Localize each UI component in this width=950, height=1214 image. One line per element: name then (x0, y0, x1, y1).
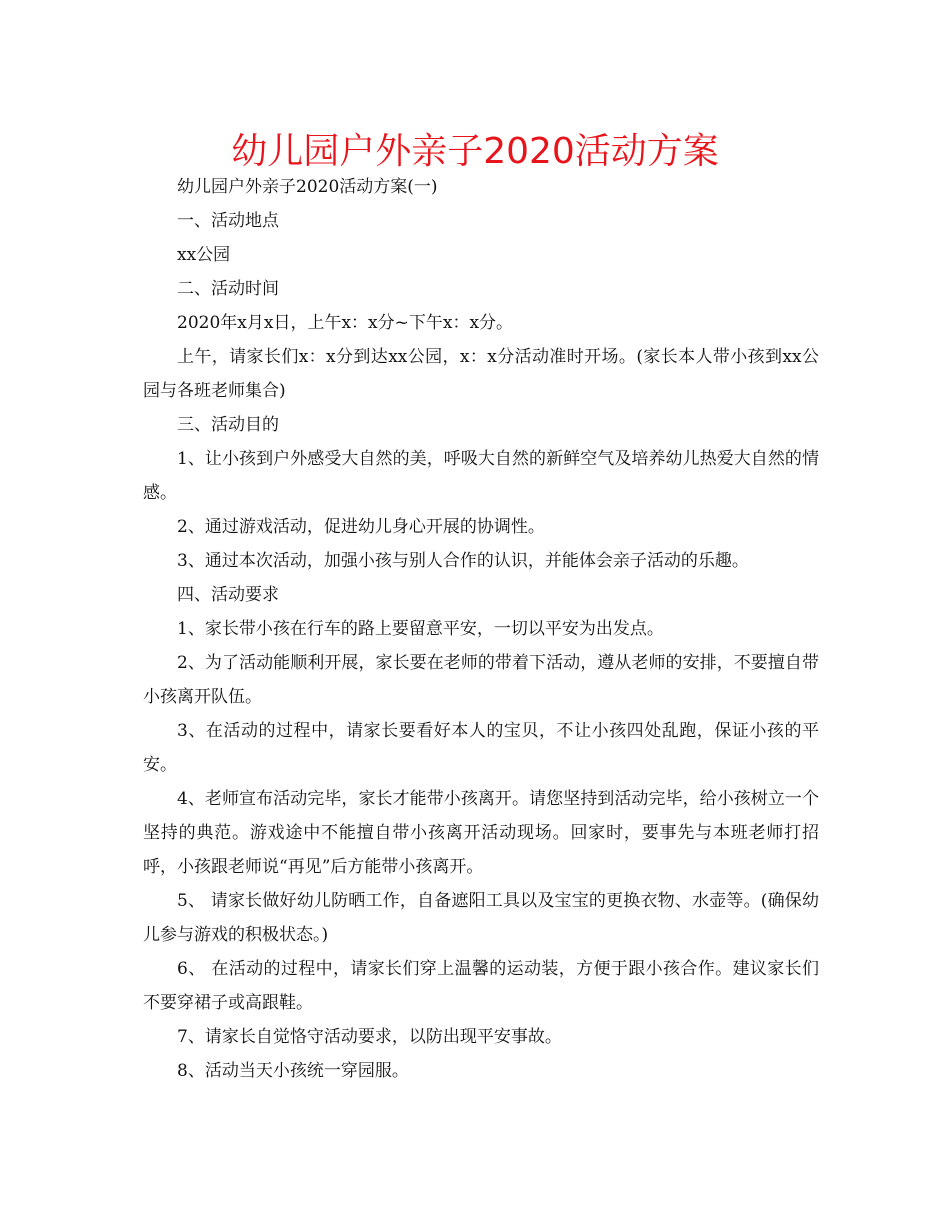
section-heading: 三、活动目的 (177, 415, 279, 435)
list-item: 5、 请家长做好幼儿防晒工作，自备遮阳工具以及宝宝的更换衣物、水壶等。(确保幼儿参与游戏的积极状态。) (143, 891, 819, 945)
paragraph: 上午，请家长们x：x分到达xx公园，x：x分活动准时开场。(家长本人带小孩到xx公园与各班老师集合) (143, 347, 819, 401)
list-item: 1、家长带小孩在行车的路上要留意平安，一切以平安为出发点。 (177, 619, 664, 639)
list-item: 2、为了活动能顺利开展，家长要在老师的带着下活动，遵从老师的安排，不要擅自带小孩离开队伍。 (143, 653, 819, 707)
paragraph: 2020年x月x日，上午x：x分~下午x：x分。 (177, 313, 514, 333)
list-item: 1、让小孩到户外感受大自然的美，呼吸大自然的新鲜空气及培养幼儿热爱大自然的情感。 (143, 449, 819, 503)
list-item: 7、请家长自觉恪守活动要求，以防出现平安事故。 (177, 1027, 562, 1047)
paragraph: xx公园 (177, 245, 231, 265)
list-item: 2、通过游戏活动，促进幼儿身心开展的协调性。 (177, 517, 545, 537)
section-heading: 四、活动要求 (177, 585, 279, 605)
document-title: 幼儿园户外亲子2020活动方案 (231, 131, 719, 172)
document-body (143, 170, 819, 1088)
list-item: 4、老师宣布活动完毕，家长才能带小孩离开。请您坚持到活动完毕，给小孩树立一个坚持的典范。游戏途中不能擅自带小孩离开活动现场。回家时，要事先与本班老师打招呼，小孩跟老师说“再见”后方能带小孩离开。 (143, 789, 819, 877)
section-heading: 一、活动地点 (177, 211, 279, 231)
list-item: 3、通过本次活动，加强小孩与别人合作的认识，并能体会亲子活动的乐趣。 (177, 551, 749, 571)
list-item: 6、 在活动的过程中，请家长们穿上温馨的运动装，方便于跟小孩合作。建议家长们不要穿裙子或高跟鞋。 (143, 959, 819, 1013)
list-item: 3、在活动的过程中，请家长要看好本人的宝贝，不让小孩四处乱跑，保证小孩的平安。 (143, 721, 819, 775)
list-item: 8、活动当天小孩统一穿园服。 (177, 1061, 409, 1081)
paragraph: 幼儿园户外亲子2020活动方案(一) (177, 177, 438, 197)
section-heading: 二、活动时间 (177, 279, 279, 299)
